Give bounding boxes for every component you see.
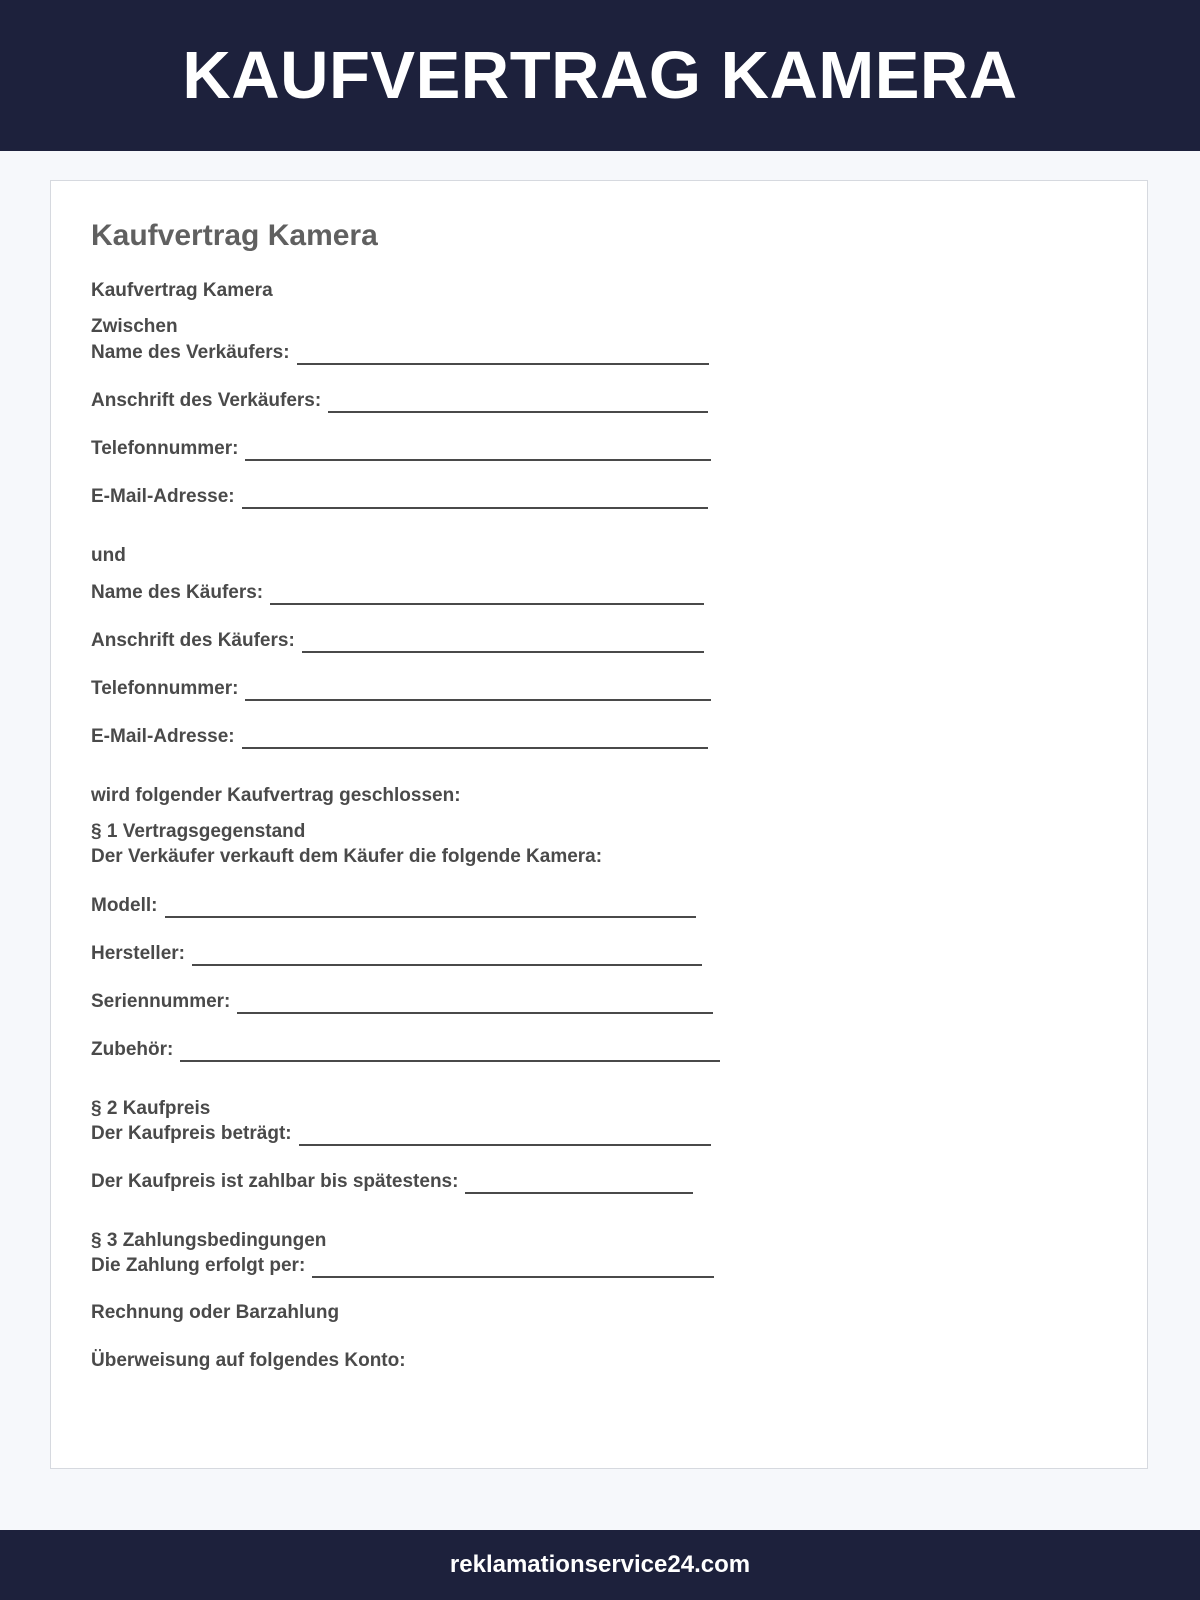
manufacturer-label: Hersteller:: [91, 943, 185, 964]
payment-method-blank[interactable]: [312, 1258, 714, 1278]
buyer-email-label: E-Mail-Adresse:: [91, 726, 235, 747]
manufacturer-blank[interactable]: [192, 946, 702, 966]
seller-name-field[interactable]: [91, 342, 709, 362]
buyer-address-blank[interactable]: [302, 633, 704, 653]
document-title: Kaufvertrag Kamera: [91, 219, 378, 252]
buyer-name-blank[interactable]: [270, 585, 704, 605]
page-footer: [0, 1530, 1200, 1600]
seller-phone-field[interactable]: [91, 438, 711, 458]
buyer-phone-label: Telefonnummer:: [91, 678, 239, 699]
buyer-email-field[interactable]: [91, 726, 708, 746]
buyer-name-field[interactable]: [91, 582, 704, 602]
price-blank[interactable]: [299, 1126, 711, 1146]
seller-address-blank[interactable]: [328, 393, 708, 413]
model-label: Modell:: [91, 895, 158, 916]
seller-email-label: E-Mail-Adresse:: [91, 486, 235, 507]
concluded-text: wird folgender Kaufvertrag geschlossen:: [91, 785, 461, 806]
seller-address-field[interactable]: [91, 390, 708, 410]
seller-phone-label: Telefonnummer:: [91, 438, 239, 459]
seller-address-label: Anschrift des Verkäufers:: [91, 390, 322, 411]
footer-site[interactable]: reklamationservice24.com: [449, 1551, 751, 1578]
serial-label: Seriennummer:: [91, 991, 231, 1012]
buyer-phone-blank[interactable]: [245, 681, 711, 701]
document-subtitle: Kaufvertrag Kamera: [91, 280, 273, 301]
contract-card: [50, 180, 1148, 1469]
seller-email-field[interactable]: [91, 486, 708, 506]
header-title: KAUFVERTRAG KAMERA: [182, 38, 1018, 113]
manufacturer-field[interactable]: [91, 943, 702, 963]
due-date-blank[interactable]: [465, 1174, 693, 1194]
seller-phone-blank[interactable]: [245, 441, 711, 461]
section3-heading: § 3 Zahlungsbedingungen: [91, 1230, 327, 1251]
seller-name-label: Name des Verkäufers:: [91, 342, 290, 363]
option-invoice: Rechnung oder Barzahlung: [91, 1302, 340, 1323]
serial-field[interactable]: [91, 991, 713, 1011]
model-blank[interactable]: [165, 898, 696, 918]
accessories-blank[interactable]: [180, 1042, 720, 1062]
accessories-field[interactable]: [91, 1039, 720, 1059]
payment-method-label: Die Zahlung erfolgt per:: [91, 1255, 306, 1276]
seller-email-blank[interactable]: [242, 489, 708, 509]
section1-heading: § 1 Vertragsgegenstand: [91, 821, 306, 842]
due-date-field[interactable]: [91, 1171, 693, 1191]
buyer-address-field[interactable]: [91, 630, 704, 650]
serial-blank[interactable]: [237, 994, 713, 1014]
due-date-label: Der Kaufpreis ist zahlbar bis spätestens:: [91, 1171, 459, 1192]
model-field[interactable]: [91, 895, 696, 915]
buyer-name-label: Name des Käufers:: [91, 582, 264, 603]
between-label: Zwischen: [91, 316, 178, 337]
section1-intro: Der Verkäufer verkauft dem Käufer die folgende Kamera:: [91, 846, 603, 867]
buyer-phone-field[interactable]: [91, 678, 711, 698]
section2-heading: § 2 Kaufpreis: [91, 1098, 211, 1119]
price-label: Der Kaufpreis beträgt:: [91, 1123, 292, 1144]
option-transfer: Überweisung auf folgendes Konto:: [91, 1350, 406, 1371]
seller-name-blank[interactable]: [297, 345, 709, 365]
page-header: [0, 0, 1200, 151]
accessories-label: Zubehör:: [91, 1039, 174, 1060]
buyer-address-label: Anschrift des Käufers:: [91, 630, 295, 651]
buyer-email-blank[interactable]: [242, 729, 708, 749]
and-label: und: [91, 545, 126, 566]
price-field[interactable]: [91, 1123, 711, 1143]
payment-method-field[interactable]: [91, 1255, 714, 1275]
